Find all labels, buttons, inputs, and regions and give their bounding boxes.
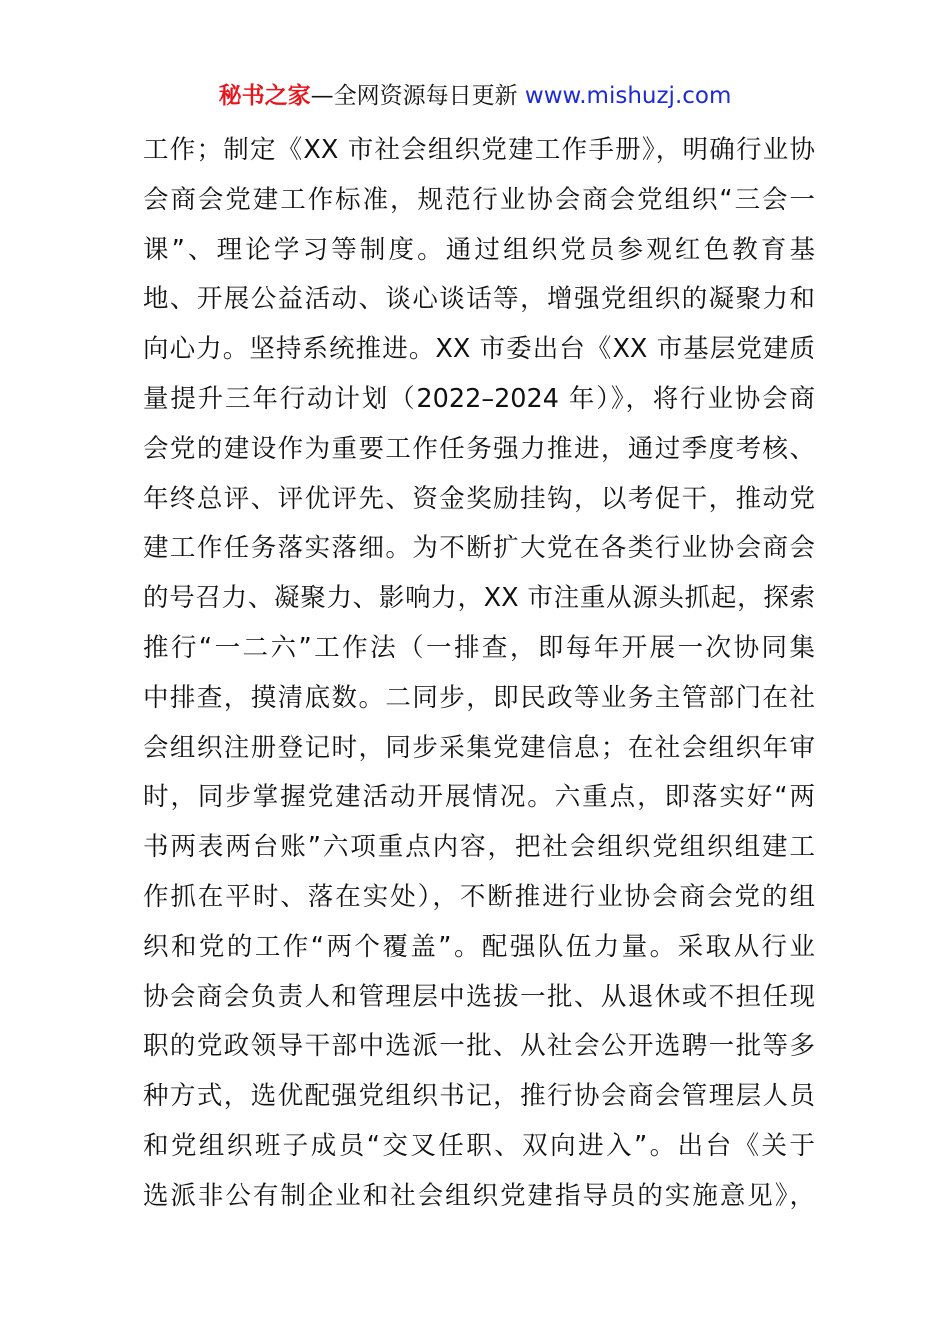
body-line: 织和党的工作“两个覆盖”。配强队伍力量。采取从行业: [143, 931, 815, 962]
body-line: 年终总评、评优评先、资金奖励挂钩，以考促干，推动党: [143, 483, 815, 514]
body-line: 工作；制定《XX 市社会组织党建工作手册》，明确行业协: [143, 135, 815, 165]
body-line: 协会商会负责人和管理层中选拔一批、从退休或不担任现: [143, 981, 815, 1012]
body-line: 建工作任务落实落细。为不断扩大党在各类行业协会商会: [143, 533, 815, 564]
body-line: 选派非公有制企业和社会组织党建指导员的实施意见》，: [143, 1180, 815, 1211]
body-line: 作抓在平时、落在实处），不断推进行业协会商会党的组: [143, 881, 815, 912]
body-line: 推行“一二六”工作法（一排查，即每年开展一次协同集: [143, 632, 815, 663]
document-body: [143, 126, 815, 1222]
body-line: 会组织注册登记时，同步采集党建信息；在社会组织年审: [143, 732, 815, 763]
page-header: [0, 80, 950, 112]
body-line: 书两表两台账”六项重点内容，把社会组织党组织组建工: [143, 832, 815, 863]
body-line: 会党的建设作为重要工作任务强力推进，通过季度考核、: [143, 433, 815, 464]
body-line: 的号召力、凝聚力、影响力，XX 市注重从源头抓起，探索: [143, 583, 815, 614]
body-line: 种方式，选优配强党组织书记，推行协会商会管理层人员: [143, 1081, 815, 1112]
body-line: 和党组织班子成员“交叉任职、双向进入”。出台《关于: [143, 1130, 815, 1161]
body-line: 职的党政领导干部中选派一批、从社会公开选聘一批等多: [143, 1031, 815, 1062]
body-line: 地、开展公益活动、谈心谈话等，增强党组织的凝聚力和: [143, 284, 815, 315]
site-url-link[interactable]: www.mishuzj.com: [524, 83, 732, 109]
brand-name: 秘书之家: [218, 83, 311, 109]
body-line: 时，同步掌握党建活动开展情况。六重点，即落实好“两: [143, 782, 815, 813]
header-tagline: —全网资源每日更新: [310, 83, 525, 109]
body-line: 中排查，摸清底数。二同步，即民政等业务主管部门在社: [143, 682, 815, 713]
body-line: 课”、理论学习等制度。通过组织党员参观红色教育基: [143, 234, 815, 265]
body-line: 会商会党建工作标准，规范行业协会商会党组织“三会一: [143, 184, 815, 215]
body-line: 向心力。坚持系统推进。XX 市委出台《XX 市基层党建质: [143, 334, 815, 365]
body-line: 量提升三年行动计划（2022–2024 年）》，将行业协会商: [143, 383, 815, 414]
